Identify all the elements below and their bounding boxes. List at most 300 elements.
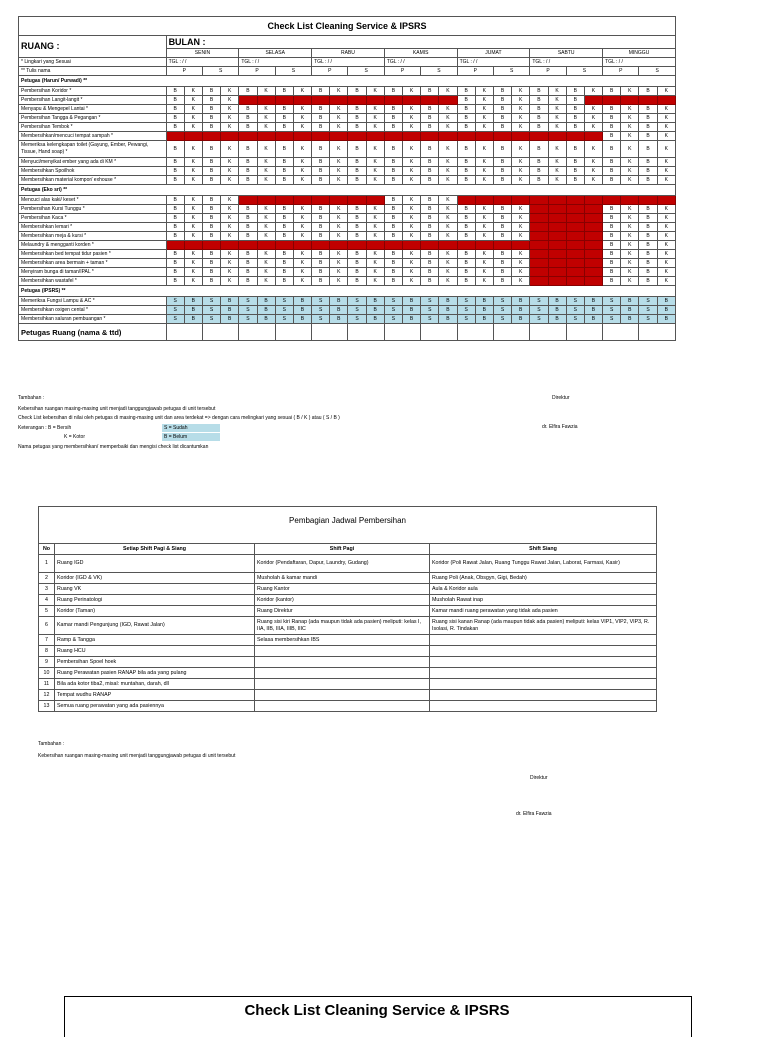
check-cell[interactable]: K [366, 250, 384, 259]
check-cell[interactable]: B [312, 141, 330, 158]
check-cell[interactable]: K [512, 277, 530, 286]
check-cell[interactable]: S [603, 306, 621, 315]
check-cell[interactable]: B [421, 205, 439, 214]
check-cell[interactable]: K [475, 205, 493, 214]
check-cell[interactable]: K [475, 277, 493, 286]
check-cell[interactable]: S [348, 315, 366, 324]
check-cell[interactable]: K [257, 114, 275, 123]
check-cell[interactable]: B [202, 259, 220, 268]
check-cell[interactable]: B [257, 315, 275, 324]
check-cell[interactable]: B [421, 232, 439, 241]
check-cell[interactable]: B [384, 232, 402, 241]
check-cell[interactable]: B [184, 315, 202, 324]
check-cell[interactable]: K [293, 87, 311, 96]
check-cell[interactable]: K [621, 214, 639, 223]
check-cell[interactable]: B [421, 114, 439, 123]
check-cell[interactable]: B [603, 232, 621, 241]
check-cell[interactable]: S [603, 315, 621, 324]
check-cell[interactable]: K [403, 205, 421, 214]
check-cell[interactable]: S [275, 315, 293, 324]
check-cell[interactable]: S [239, 297, 257, 306]
check-cell[interactable]: K [548, 158, 566, 167]
check-cell[interactable]: B [239, 250, 257, 259]
check-cell[interactable]: K [475, 141, 493, 158]
check-cell[interactable]: S [493, 315, 511, 324]
check-cell[interactable]: B [657, 315, 675, 324]
check-cell[interactable]: K [657, 87, 675, 96]
check-cell[interactable]: K [657, 105, 675, 114]
check-cell[interactable]: B [639, 214, 657, 223]
check-cell[interactable]: B [493, 141, 511, 158]
check-cell[interactable]: K [366, 123, 384, 132]
check-cell[interactable]: K [330, 277, 348, 286]
check-cell[interactable]: K [293, 105, 311, 114]
check-cell[interactable]: K [221, 158, 239, 167]
check-cell[interactable]: K [221, 223, 239, 232]
check-cell[interactable]: K [366, 167, 384, 176]
check-cell[interactable]: S [457, 306, 475, 315]
check-cell[interactable]: B [566, 123, 584, 132]
check-cell[interactable]: S [239, 315, 257, 324]
check-cell[interactable]: B [275, 141, 293, 158]
check-cell[interactable]: K [184, 123, 202, 132]
check-cell[interactable]: K [293, 214, 311, 223]
check-cell[interactable]: B [603, 241, 621, 250]
check-cell[interactable]: B [639, 241, 657, 250]
check-cell[interactable]: B [493, 96, 511, 105]
check-cell[interactable]: B [239, 268, 257, 277]
check-cell[interactable]: S [312, 315, 330, 324]
check-cell[interactable]: B [348, 223, 366, 232]
check-cell[interactable]: B [493, 158, 511, 167]
check-cell[interactable]: B [275, 158, 293, 167]
check-cell[interactable]: B [239, 167, 257, 176]
check-cell[interactable]: K [475, 232, 493, 241]
check-cell[interactable]: B [493, 176, 511, 185]
check-cell[interactable]: K [475, 123, 493, 132]
check-cell[interactable]: K [221, 123, 239, 132]
check-cell[interactable]: K [366, 214, 384, 223]
check-cell[interactable]: K [366, 268, 384, 277]
check-cell[interactable]: B [184, 297, 202, 306]
check-cell[interactable]: K [257, 167, 275, 176]
check-cell[interactable]: K [403, 158, 421, 167]
check-cell[interactable]: S [202, 306, 220, 315]
check-cell[interactable]: B [166, 87, 184, 96]
check-cell[interactable]: K [439, 123, 457, 132]
check-cell[interactable]: S [421, 297, 439, 306]
check-cell[interactable]: K [548, 87, 566, 96]
signature-cell[interactable] [566, 324, 602, 341]
check-cell[interactable]: B [384, 176, 402, 185]
check-cell[interactable]: B [384, 259, 402, 268]
check-cell[interactable]: B [530, 96, 548, 105]
check-cell[interactable]: K [257, 158, 275, 167]
check-cell[interactable]: K [366, 158, 384, 167]
check-cell[interactable]: K [184, 268, 202, 277]
check-cell[interactable]: B [239, 105, 257, 114]
signature-cell[interactable] [312, 324, 348, 341]
check-cell[interactable]: B [348, 87, 366, 96]
check-cell[interactable]: B [166, 158, 184, 167]
check-cell[interactable]: K [184, 158, 202, 167]
check-cell[interactable]: K [621, 123, 639, 132]
check-cell[interactable]: K [330, 232, 348, 241]
signature-cell[interactable] [275, 324, 311, 341]
check-cell[interactable]: K [512, 87, 530, 96]
check-cell[interactable]: B [530, 87, 548, 96]
check-cell[interactable]: B [166, 96, 184, 105]
check-cell[interactable]: B [348, 158, 366, 167]
check-cell[interactable]: B [439, 297, 457, 306]
check-cell[interactable]: S [202, 315, 220, 324]
check-cell[interactable]: B [603, 141, 621, 158]
check-cell[interactable]: K [403, 268, 421, 277]
check-cell[interactable]: K [621, 223, 639, 232]
check-cell[interactable]: K [366, 223, 384, 232]
check-cell[interactable]: B [239, 87, 257, 96]
check-cell[interactable]: S [312, 297, 330, 306]
check-cell[interactable]: B [348, 114, 366, 123]
check-cell[interactable]: K [293, 250, 311, 259]
check-cell[interactable]: B [603, 268, 621, 277]
check-cell[interactable]: B [366, 306, 384, 315]
check-cell[interactable]: B [603, 223, 621, 232]
check-cell[interactable]: B [475, 306, 493, 315]
check-cell[interactable]: K [512, 167, 530, 176]
check-cell[interactable]: B [603, 123, 621, 132]
check-cell[interactable]: B [639, 123, 657, 132]
check-cell[interactable]: B [221, 315, 239, 324]
check-cell[interactable]: B [621, 297, 639, 306]
check-cell[interactable]: B [239, 214, 257, 223]
check-cell[interactable]: K [184, 96, 202, 105]
check-cell[interactable]: B [457, 114, 475, 123]
check-cell[interactable]: K [257, 141, 275, 158]
check-cell[interactable]: K [475, 167, 493, 176]
check-cell[interactable]: K [221, 250, 239, 259]
check-cell[interactable]: B [621, 315, 639, 324]
check-cell[interactable]: K [366, 232, 384, 241]
check-cell[interactable]: K [403, 176, 421, 185]
check-cell[interactable]: B [275, 223, 293, 232]
check-cell[interactable]: K [657, 176, 675, 185]
check-cell[interactable]: B [275, 167, 293, 176]
check-cell[interactable]: B [275, 114, 293, 123]
check-cell[interactable]: B [312, 250, 330, 259]
check-cell[interactable]: B [384, 114, 402, 123]
check-cell[interactable]: B [312, 114, 330, 123]
check-cell[interactable]: K [403, 123, 421, 132]
check-cell[interactable]: K [257, 232, 275, 241]
check-cell[interactable]: K [512, 205, 530, 214]
check-cell[interactable]: B [403, 315, 421, 324]
check-cell[interactable]: B [348, 141, 366, 158]
check-cell[interactable]: B [403, 306, 421, 315]
check-cell[interactable]: K [621, 277, 639, 286]
signature-cell[interactable] [530, 324, 566, 341]
check-cell[interactable]: K [293, 176, 311, 185]
check-cell[interactable]: K [548, 114, 566, 123]
check-cell[interactable]: B [439, 306, 457, 315]
check-cell[interactable]: B [639, 232, 657, 241]
check-cell[interactable]: K [330, 105, 348, 114]
check-cell[interactable]: B [348, 277, 366, 286]
check-cell[interactable]: B [202, 205, 220, 214]
check-cell[interactable]: B [275, 105, 293, 114]
check-cell[interactable]: K [221, 96, 239, 105]
check-cell[interactable]: B [275, 176, 293, 185]
check-cell[interactable]: B [639, 167, 657, 176]
check-cell[interactable]: K [621, 241, 639, 250]
check-cell[interactable]: S [493, 306, 511, 315]
check-cell[interactable]: B [239, 123, 257, 132]
check-cell[interactable]: S [275, 297, 293, 306]
check-cell[interactable]: B [348, 205, 366, 214]
check-cell[interactable]: K [657, 232, 675, 241]
check-cell[interactable]: K [403, 87, 421, 96]
check-cell[interactable]: K [475, 158, 493, 167]
check-cell[interactable]: K [512, 214, 530, 223]
check-cell[interactable]: K [584, 158, 602, 167]
check-cell[interactable]: B [457, 96, 475, 105]
check-cell[interactable]: B [202, 214, 220, 223]
check-cell[interactable]: B [457, 277, 475, 286]
check-cell[interactable]: B [275, 250, 293, 259]
check-cell[interactable]: K [293, 114, 311, 123]
check-cell[interactable]: K [548, 141, 566, 158]
check-cell[interactable]: B [166, 176, 184, 185]
check-cell[interactable]: K [512, 158, 530, 167]
check-cell[interactable]: B [384, 250, 402, 259]
check-cell[interactable]: S [166, 315, 184, 324]
check-cell[interactable]: K [584, 176, 602, 185]
check-cell[interactable]: K [403, 141, 421, 158]
check-cell[interactable]: B [403, 297, 421, 306]
check-cell[interactable]: S [530, 306, 548, 315]
check-cell[interactable]: B [493, 167, 511, 176]
check-cell[interactable]: B [475, 297, 493, 306]
check-cell[interactable]: K [293, 167, 311, 176]
check-cell[interactable]: K [439, 250, 457, 259]
check-cell[interactable]: S [384, 297, 402, 306]
check-cell[interactable]: B [166, 250, 184, 259]
check-cell[interactable]: S [275, 306, 293, 315]
check-cell[interactable]: B [166, 167, 184, 176]
check-cell[interactable]: B [312, 259, 330, 268]
check-cell[interactable]: K [221, 277, 239, 286]
check-cell[interactable]: B [584, 315, 602, 324]
check-cell[interactable]: B [384, 196, 402, 205]
check-cell[interactable]: K [221, 87, 239, 96]
check-cell[interactable]: B [312, 277, 330, 286]
check-cell[interactable]: B [239, 176, 257, 185]
check-cell[interactable]: B [657, 306, 675, 315]
check-cell[interactable]: K [439, 196, 457, 205]
check-cell[interactable]: B [348, 167, 366, 176]
check-cell[interactable]: K [439, 87, 457, 96]
check-cell[interactable]: K [184, 250, 202, 259]
check-cell[interactable]: B [257, 306, 275, 315]
check-cell[interactable]: B [603, 167, 621, 176]
check-cell[interactable]: B [512, 315, 530, 324]
signature-cell[interactable] [603, 324, 639, 341]
check-cell[interactable]: K [366, 176, 384, 185]
check-cell[interactable]: B [384, 123, 402, 132]
check-cell[interactable]: B [384, 141, 402, 158]
check-cell[interactable]: B [384, 87, 402, 96]
check-cell[interactable]: K [330, 205, 348, 214]
check-cell[interactable]: K [657, 158, 675, 167]
check-cell[interactable]: B [493, 268, 511, 277]
check-cell[interactable]: K [439, 114, 457, 123]
check-cell[interactable]: B [530, 123, 548, 132]
check-cell[interactable]: B [566, 141, 584, 158]
check-cell[interactable]: B [603, 250, 621, 259]
check-cell[interactable]: B [584, 306, 602, 315]
check-cell[interactable]: B [239, 141, 257, 158]
check-cell[interactable]: B [493, 105, 511, 114]
check-cell[interactable]: B [457, 268, 475, 277]
check-cell[interactable]: K [584, 105, 602, 114]
check-cell[interactable]: B [239, 277, 257, 286]
check-cell[interactable]: B [330, 297, 348, 306]
check-cell[interactable]: K [366, 259, 384, 268]
check-cell[interactable]: K [184, 87, 202, 96]
check-cell[interactable]: B [566, 176, 584, 185]
check-cell[interactable]: B [166, 123, 184, 132]
check-cell[interactable]: B [493, 114, 511, 123]
check-cell[interactable]: B [475, 315, 493, 324]
check-cell[interactable]: B [566, 167, 584, 176]
check-cell[interactable]: B [202, 105, 220, 114]
check-cell[interactable]: B [166, 277, 184, 286]
check-cell[interactable]: B [384, 277, 402, 286]
check-cell[interactable]: K [475, 259, 493, 268]
check-cell[interactable]: K [584, 123, 602, 132]
check-cell[interactable]: B [639, 176, 657, 185]
check-cell[interactable]: B [421, 259, 439, 268]
check-cell[interactable]: B [639, 132, 657, 141]
check-cell[interactable]: B [275, 123, 293, 132]
check-cell[interactable]: B [348, 232, 366, 241]
signature-cell[interactable] [639, 324, 676, 341]
check-cell[interactable]: B [657, 297, 675, 306]
check-cell[interactable]: S [312, 306, 330, 315]
check-cell[interactable]: B [348, 176, 366, 185]
check-cell[interactable]: K [403, 114, 421, 123]
check-cell[interactable]: K [403, 232, 421, 241]
check-cell[interactable]: B [348, 268, 366, 277]
check-cell[interactable]: B [275, 87, 293, 96]
check-cell[interactable]: S [566, 306, 584, 315]
check-cell[interactable]: K [512, 232, 530, 241]
check-cell[interactable]: B [166, 105, 184, 114]
check-cell[interactable]: B [275, 232, 293, 241]
check-cell[interactable]: B [312, 205, 330, 214]
check-cell[interactable]: B [421, 123, 439, 132]
check-cell[interactable]: B [166, 214, 184, 223]
check-cell[interactable]: B [603, 259, 621, 268]
check-cell[interactable]: K [439, 268, 457, 277]
check-cell[interactable]: K [621, 232, 639, 241]
check-cell[interactable]: B [202, 277, 220, 286]
check-cell[interactable]: K [403, 250, 421, 259]
check-cell[interactable]: K [293, 158, 311, 167]
check-cell[interactable]: S [348, 306, 366, 315]
check-cell[interactable]: K [293, 259, 311, 268]
check-cell[interactable]: K [221, 205, 239, 214]
check-cell[interactable]: K [330, 268, 348, 277]
check-cell[interactable]: K [439, 105, 457, 114]
check-cell[interactable]: B [166, 141, 184, 158]
check-cell[interactable]: B [603, 205, 621, 214]
check-cell[interactable]: K [366, 141, 384, 158]
check-cell[interactable]: K [221, 141, 239, 158]
check-cell[interactable]: B [566, 87, 584, 96]
check-cell[interactable]: B [639, 114, 657, 123]
check-cell[interactable]: B [639, 87, 657, 96]
check-cell[interactable]: B [202, 196, 220, 205]
check-cell[interactable]: B [603, 87, 621, 96]
check-cell[interactable]: B [493, 277, 511, 286]
check-cell[interactable]: K [257, 87, 275, 96]
check-cell[interactable]: K [657, 214, 675, 223]
check-cell[interactable]: K [475, 223, 493, 232]
check-cell[interactable]: K [657, 123, 675, 132]
check-cell[interactable]: B [603, 277, 621, 286]
check-cell[interactable]: S [530, 297, 548, 306]
check-cell[interactable]: K [184, 277, 202, 286]
check-cell[interactable]: B [202, 232, 220, 241]
check-cell[interactable]: K [257, 223, 275, 232]
check-cell[interactable]: B [639, 223, 657, 232]
check-cell[interactable]: K [257, 214, 275, 223]
check-cell[interactable]: K [657, 205, 675, 214]
check-cell[interactable]: B [202, 176, 220, 185]
check-cell[interactable]: K [221, 114, 239, 123]
check-cell[interactable]: B [493, 259, 511, 268]
check-cell[interactable]: K [184, 232, 202, 241]
check-cell[interactable]: K [475, 268, 493, 277]
check-cell[interactable]: K [584, 167, 602, 176]
check-cell[interactable]: B [421, 105, 439, 114]
check-cell[interactable]: K [657, 141, 675, 158]
check-cell[interactable]: B [275, 259, 293, 268]
check-cell[interactable]: B [293, 306, 311, 315]
check-cell[interactable]: B [421, 277, 439, 286]
check-cell[interactable]: B [312, 87, 330, 96]
check-cell[interactable]: K [512, 176, 530, 185]
check-cell[interactable]: K [621, 250, 639, 259]
check-cell[interactable]: B [384, 167, 402, 176]
check-cell[interactable]: B [493, 250, 511, 259]
check-cell[interactable]: K [257, 277, 275, 286]
check-cell[interactable]: K [257, 123, 275, 132]
check-cell[interactable]: B [530, 114, 548, 123]
check-cell[interactable]: K [403, 277, 421, 286]
check-cell[interactable]: K [366, 87, 384, 96]
check-cell[interactable]: B [384, 105, 402, 114]
check-cell[interactable]: B [639, 205, 657, 214]
check-cell[interactable]: S [639, 297, 657, 306]
check-cell[interactable]: B [184, 306, 202, 315]
check-cell[interactable]: K [257, 259, 275, 268]
check-cell[interactable]: B [166, 232, 184, 241]
check-cell[interactable]: S [384, 306, 402, 315]
check-cell[interactable]: K [621, 167, 639, 176]
check-cell[interactable]: K [548, 123, 566, 132]
